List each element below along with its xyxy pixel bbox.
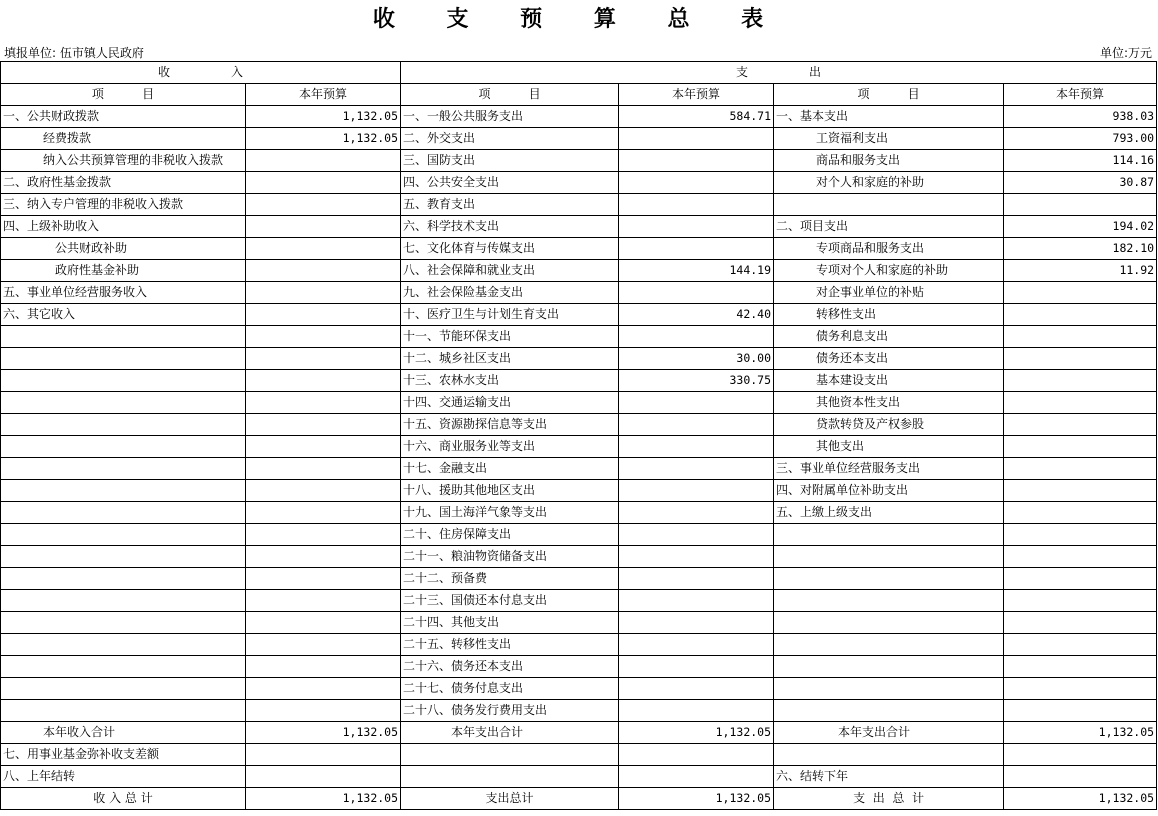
- income-item-cell: 七、用事业基金弥补收支差额: [1, 744, 246, 766]
- income-budget-cell: [246, 480, 401, 502]
- income-budget-cell: [246, 524, 401, 546]
- table-row: [1, 634, 1157, 656]
- income-budget-cell: [246, 766, 401, 788]
- table-row: [1, 304, 1157, 326]
- expense-econ-item-cell: 债务利息支出: [774, 326, 1004, 348]
- income-item-cell: [1, 568, 246, 590]
- expense-econ-item-header: 项 目: [774, 84, 1004, 106]
- income-item-cell: 六、其它收入: [1, 304, 246, 326]
- expense-func-item-cell: 五、教育支出: [401, 194, 619, 216]
- expense-econ-item-cell: 支 出 总 计: [774, 788, 1004, 810]
- expense-func-budget-cell: [619, 634, 774, 656]
- income-budget-cell: [246, 414, 401, 436]
- expense-func-budget-cell: [619, 612, 774, 634]
- expense-econ-item-cell: 债务还本支出: [774, 348, 1004, 370]
- expense-econ-budget-cell: [1004, 392, 1157, 414]
- table-row: [1, 656, 1157, 678]
- expense-econ-budget-cell: [1004, 326, 1157, 348]
- expense-econ-budget-cell: [1004, 480, 1157, 502]
- expense-func-item-cell: 二十三、国债还本付息支出: [401, 590, 619, 612]
- expense-func-budget-cell: [619, 326, 774, 348]
- expense-func-budget-cell: [619, 656, 774, 678]
- expense-econ-item-cell: 对个人和家庭的补助: [774, 172, 1004, 194]
- income-budget-cell: [246, 194, 401, 216]
- income-item-cell: [1, 414, 246, 436]
- expense-func-item-cell: 六、科学技术支出: [401, 216, 619, 238]
- table-row: [1, 766, 1157, 788]
- expense-func-budget-cell: 42.40: [619, 304, 774, 326]
- expense-func-item-cell: 二十六、债务还本支出: [401, 656, 619, 678]
- table-row: [1, 546, 1157, 568]
- expense-econ-budget-cell: 793.00: [1004, 128, 1157, 150]
- expense-func-item-cell: 十三、农林水支出: [401, 370, 619, 392]
- income-item-cell: [1, 700, 246, 722]
- income-budget-cell: [246, 282, 401, 304]
- table-row: [1, 722, 1157, 744]
- expense-func-budget-cell: [619, 590, 774, 612]
- expense-econ-budget-cell: [1004, 590, 1157, 612]
- income-budget-cell: [246, 458, 401, 480]
- income-budget-cell: 1,132.05: [246, 788, 401, 810]
- income-budget-cell: [246, 392, 401, 414]
- expense-func-budget-cell: [619, 238, 774, 260]
- income-budget-cell: 1,132.05: [246, 106, 401, 128]
- expense-econ-item-cell: [774, 744, 1004, 766]
- income-budget-cell: [246, 260, 401, 282]
- income-item-cell: [1, 370, 246, 392]
- expense-econ-item-cell: 二、项目支出: [774, 216, 1004, 238]
- expense-econ-budget-cell: [1004, 436, 1157, 458]
- expense-econ-budget-cell: 1,132.05: [1004, 722, 1157, 744]
- income-item-cell: 一、公共财政拨款: [1, 106, 246, 128]
- expense-func-item-cell: 十九、国土海洋气象等支出: [401, 502, 619, 524]
- income-item-cell: [1, 678, 246, 700]
- income-budget-cell: 1,132.05: [246, 128, 401, 150]
- income-item-cell: [1, 458, 246, 480]
- expense-econ-budget-cell: [1004, 656, 1157, 678]
- income-item-cell: 经费拨款: [1, 128, 246, 150]
- expense-func-item-cell: 本年支出合计: [401, 722, 619, 744]
- expense-func-item-cell: 十一、节能环保支出: [401, 326, 619, 348]
- expense-econ-item-cell: [774, 524, 1004, 546]
- expense-econ-item-cell: 五、上缴上级支出: [774, 502, 1004, 524]
- expense-econ-item-cell: [774, 194, 1004, 216]
- income-item-cell: 四、上级补助收入: [1, 216, 246, 238]
- table-row: [1, 788, 1157, 810]
- expense-econ-budget-cell: [1004, 458, 1157, 480]
- expense-econ-budget-cell: [1004, 370, 1157, 392]
- expense-func-item-cell: 七、文化体育与传媒支出: [401, 238, 619, 260]
- expense-func-item-cell: 二十八、债务发行费用支出: [401, 700, 619, 722]
- income-item-cell: 三、纳入专户管理的非税收入拨款: [1, 194, 246, 216]
- expense-econ-item-cell: 其他支出: [774, 436, 1004, 458]
- expense-econ-budget-cell: [1004, 678, 1157, 700]
- expense-func-item-cell: 二十五、转移性支出: [401, 634, 619, 656]
- expense-func-budget-cell: [619, 172, 774, 194]
- income-item-cell: 二、政府性基金拨款: [1, 172, 246, 194]
- expense-econ-item-cell: 其他资本性支出: [774, 392, 1004, 414]
- expense-econ-budget-cell: 114.16: [1004, 150, 1157, 172]
- income-budget-header: 本年预算: [246, 84, 401, 106]
- income-item-cell: 政府性基金补助: [1, 260, 246, 282]
- expense-econ-budget-cell: 194.02: [1004, 216, 1157, 238]
- income-budget-cell: [246, 326, 401, 348]
- table-row: [1, 282, 1157, 304]
- expense-econ-item-cell: 转移性支出: [774, 304, 1004, 326]
- income-budget-cell: [246, 304, 401, 326]
- table-row: [1, 612, 1157, 634]
- income-budget-cell: [246, 612, 401, 634]
- table-row: [1, 194, 1157, 216]
- income-budget-cell: 1,132.05: [246, 722, 401, 744]
- expense-func-budget-cell: [619, 766, 774, 788]
- table-row: [1, 436, 1157, 458]
- column-header-row: [1, 84, 1157, 106]
- expense-func-budget-cell: [619, 194, 774, 216]
- expense-func-item-header: 项 目: [401, 84, 619, 106]
- expense-econ-budget-cell: [1004, 744, 1157, 766]
- expense-econ-budget-cell: [1004, 502, 1157, 524]
- expense-econ-item-cell: [774, 656, 1004, 678]
- expense-func-budget-cell: [619, 150, 774, 172]
- section-header-row: [1, 62, 1157, 84]
- expense-econ-item-cell: [774, 700, 1004, 722]
- income-budget-cell: [246, 370, 401, 392]
- expense-func-item-cell: 三、国防支出: [401, 150, 619, 172]
- expense-func-budget-cell: [619, 216, 774, 238]
- expense-func-item-cell: 十、医疗卫生与计划生育支出: [401, 304, 619, 326]
- income-budget-cell: [246, 744, 401, 766]
- expense-func-budget-cell: [619, 678, 774, 700]
- income-item-cell: [1, 634, 246, 656]
- page-title: 收 支 预 算 总 表: [372, 6, 786, 32]
- table-row: [1, 700, 1157, 722]
- income-item-cell: [1, 590, 246, 612]
- income-item-cell: 本年收入合计: [1, 722, 246, 744]
- expense-func-item-cell: 十二、城乡社区支出: [401, 348, 619, 370]
- expense-func-budget-cell: [619, 700, 774, 722]
- table-row: [1, 216, 1157, 238]
- expense-econ-budget-cell: 1,132.05: [1004, 788, 1157, 810]
- income-budget-cell: [246, 348, 401, 370]
- reporting-unit: 填报单位: 伍市镇人民政府: [4, 46, 144, 60]
- table-row: [1, 590, 1157, 612]
- table-row: [1, 172, 1157, 194]
- expense-func-item-cell: 二十七、债务付息支出: [401, 678, 619, 700]
- table-row: [1, 458, 1157, 480]
- expense-func-budget-cell: [619, 128, 774, 150]
- income-item-cell: 八、上年结转: [1, 766, 246, 788]
- expense-func-budget-cell: [619, 524, 774, 546]
- expense-func-item-cell: 二、外交支出: [401, 128, 619, 150]
- expense-econ-budget-cell: [1004, 524, 1157, 546]
- table-row: [1, 260, 1157, 282]
- expense-func-item-cell: [401, 744, 619, 766]
- income-item-cell: [1, 524, 246, 546]
- expense-econ-budget-cell: [1004, 568, 1157, 590]
- expense-econ-budget-cell: [1004, 194, 1157, 216]
- expense-func-budget-cell: 1,132.05: [619, 788, 774, 810]
- expense-econ-budget-cell: [1004, 766, 1157, 788]
- expense-func-item-cell: 四、公共安全支出: [401, 172, 619, 194]
- expense-section-header: 支 出: [401, 62, 1157, 84]
- expense-func-budget-header: 本年预算: [619, 84, 774, 106]
- income-budget-cell: [246, 590, 401, 612]
- table-row: [1, 238, 1157, 260]
- expense-func-item-cell: 二十一、粮油物资储备支出: [401, 546, 619, 568]
- income-item-cell: [1, 480, 246, 502]
- income-item-cell: [1, 326, 246, 348]
- income-budget-cell: [246, 172, 401, 194]
- expense-func-budget-cell: [619, 458, 774, 480]
- income-item-cell: 纳入公共预算管理的非税收入拨款: [1, 150, 246, 172]
- income-budget-cell: [246, 568, 401, 590]
- income-budget-cell: [246, 678, 401, 700]
- expense-econ-budget-header: 本年预算: [1004, 84, 1157, 106]
- expense-econ-item-cell: 一、基本支出: [774, 106, 1004, 128]
- expense-func-item-cell: 十八、援助其他地区支出: [401, 480, 619, 502]
- budget-table: [0, 61, 1157, 810]
- expense-econ-budget-cell: 182.10: [1004, 238, 1157, 260]
- expense-func-item-cell: 九、社会保险基金支出: [401, 282, 619, 304]
- expense-func-budget-cell: 30.00: [619, 348, 774, 370]
- expense-econ-item-cell: 贷款转贷及产权参股: [774, 414, 1004, 436]
- table-row: [1, 128, 1157, 150]
- table-row: [1, 480, 1157, 502]
- expense-econ-item-cell: 对企事业单位的补贴: [774, 282, 1004, 304]
- table-row: [1, 326, 1157, 348]
- income-budget-cell: [246, 150, 401, 172]
- expense-econ-item-cell: [774, 546, 1004, 568]
- expense-econ-item-cell: 本年支出合计: [774, 722, 1004, 744]
- income-budget-cell: [246, 436, 401, 458]
- expense-func-budget-cell: 584.71: [619, 106, 774, 128]
- income-budget-cell: [246, 216, 401, 238]
- income-item-cell: [1, 392, 246, 414]
- expense-func-budget-cell: [619, 414, 774, 436]
- income-item-cell: [1, 436, 246, 458]
- income-item-cell: [1, 502, 246, 524]
- expense-econ-budget-cell: [1004, 304, 1157, 326]
- expense-econ-budget-cell: [1004, 700, 1157, 722]
- table-row: [1, 106, 1157, 128]
- expense-econ-item-cell: 专项对个人和家庭的补助: [774, 260, 1004, 282]
- expense-econ-budget-cell: [1004, 282, 1157, 304]
- table-row: [1, 568, 1157, 590]
- currency-unit: 单位:万元: [1099, 46, 1152, 60]
- table-row: [1, 370, 1157, 392]
- income-budget-cell: [246, 238, 401, 260]
- table-row: [1, 502, 1157, 524]
- expense-func-budget-cell: 330.75: [619, 370, 774, 392]
- expense-func-item-cell: 支出总计: [401, 788, 619, 810]
- expense-econ-budget-cell: [1004, 546, 1157, 568]
- income-budget-cell: [246, 656, 401, 678]
- expense-func-budget-cell: [619, 744, 774, 766]
- expense-econ-item-cell: 三、事业单位经营服务支出: [774, 458, 1004, 480]
- expense-func-budget-cell: [619, 546, 774, 568]
- expense-econ-budget-cell: 30.87: [1004, 172, 1157, 194]
- table-row: [1, 348, 1157, 370]
- expense-econ-item-cell: 专项商品和服务支出: [774, 238, 1004, 260]
- income-item-cell: [1, 612, 246, 634]
- income-item-cell: [1, 348, 246, 370]
- expense-func-budget-cell: [619, 392, 774, 414]
- expense-econ-item-cell: [774, 612, 1004, 634]
- expense-econ-item-cell: 四、对附属单位补助支出: [774, 480, 1004, 502]
- expense-func-item-cell: 十四、交通运输支出: [401, 392, 619, 414]
- expense-func-item-cell: [401, 766, 619, 788]
- table-row: [1, 524, 1157, 546]
- expense-func-item-cell: 二十四、其他支出: [401, 612, 619, 634]
- expense-econ-budget-cell: 11.92: [1004, 260, 1157, 282]
- expense-econ-budget-cell: [1004, 634, 1157, 656]
- expense-func-budget-cell: [619, 502, 774, 524]
- expense-func-budget-cell: [619, 436, 774, 458]
- expense-func-budget-cell: [619, 568, 774, 590]
- expense-econ-budget-cell: [1004, 612, 1157, 634]
- income-section-header: 收 入: [1, 62, 401, 84]
- expense-func-budget-cell: [619, 480, 774, 502]
- expense-econ-item-cell: 基本建设支出: [774, 370, 1004, 392]
- expense-func-item-cell: 十六、商业服务业等支出: [401, 436, 619, 458]
- income-budget-cell: [246, 546, 401, 568]
- expense-econ-item-cell: [774, 678, 1004, 700]
- income-item-cell: [1, 656, 246, 678]
- income-item-cell: 五、事业单位经营服务收入: [1, 282, 246, 304]
- income-item-header: 项 目: [1, 84, 246, 106]
- income-budget-cell: [246, 700, 401, 722]
- expense-econ-item-cell: 工资福利支出: [774, 128, 1004, 150]
- expense-econ-item-cell: 商品和服务支出: [774, 150, 1004, 172]
- expense-econ-budget-cell: [1004, 348, 1157, 370]
- table-row: [1, 678, 1157, 700]
- income-budget-cell: [246, 502, 401, 524]
- expense-econ-budget-cell: 938.03: [1004, 106, 1157, 128]
- expense-func-budget-cell: [619, 282, 774, 304]
- income-budget-cell: [246, 634, 401, 656]
- expense-econ-item-cell: [774, 634, 1004, 656]
- expense-func-budget-cell: 144.19: [619, 260, 774, 282]
- table-row: [1, 150, 1157, 172]
- income-item-cell: 公共财政补助: [1, 238, 246, 260]
- expense-func-item-cell: 一、一般公共服务支出: [401, 106, 619, 128]
- expense-econ-budget-cell: [1004, 414, 1157, 436]
- income-item-cell: 收 入 总 计: [1, 788, 246, 810]
- expense-func-item-cell: 二十、住房保障支出: [401, 524, 619, 546]
- table-row: [1, 414, 1157, 436]
- expense-econ-item-cell: [774, 590, 1004, 612]
- expense-econ-item-cell: 六、结转下年: [774, 766, 1004, 788]
- table-row: [1, 392, 1157, 414]
- table-row: [1, 744, 1157, 766]
- expense-func-item-cell: 十七、金融支出: [401, 458, 619, 480]
- expense-econ-item-cell: [774, 568, 1004, 590]
- expense-func-item-cell: 二十二、预备费: [401, 568, 619, 590]
- expense-func-item-cell: 十五、资源勘探信息等支出: [401, 414, 619, 436]
- expense-func-item-cell: 八、社会保障和就业支出: [401, 260, 619, 282]
- income-item-cell: [1, 546, 246, 568]
- expense-func-budget-cell: 1,132.05: [619, 722, 774, 744]
